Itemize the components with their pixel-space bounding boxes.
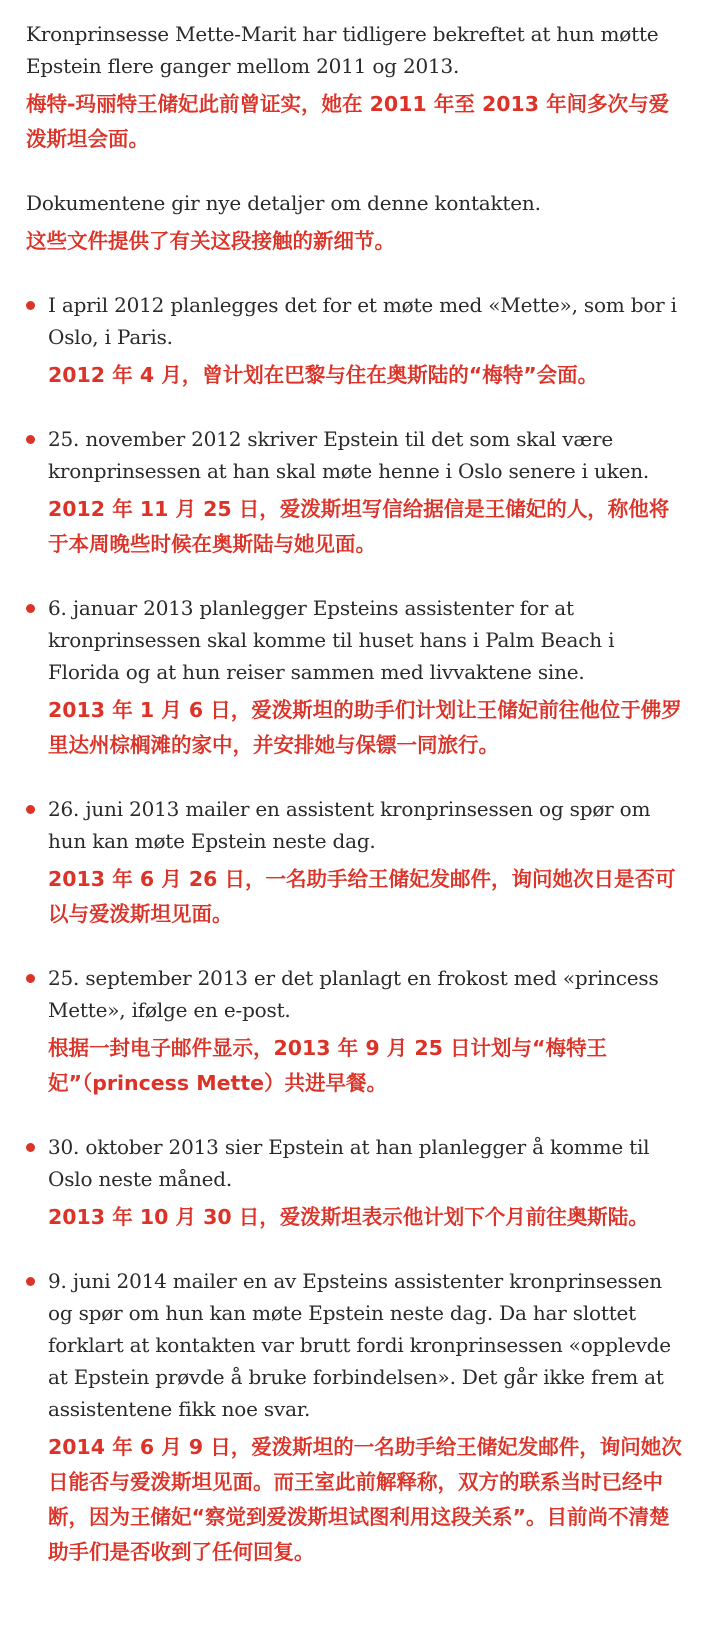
- bullet-dot-icon: [26, 301, 35, 310]
- list-item: [26, 962, 684, 1101]
- bottom-fade-overlay: [0, 1598, 714, 1638]
- chinese-translation: 这些文件提供了有关这段接触的新细节。: [26, 229, 395, 253]
- chinese-translation: 根据一封电子邮件显示，2013 年 9 月 25 日计划与“梅特王妃”（princess Mette）共进早餐。: [48, 1036, 608, 1095]
- norwegian-text: 30. oktober 2013 sier Epstein at han planlegger å komme til Oslo neste måned.: [48, 1135, 650, 1191]
- list-item: [26, 423, 684, 562]
- bullet-dot-icon: [26, 1143, 35, 1152]
- bullet-dot-icon: [26, 805, 35, 814]
- intro-paragraph-2: [26, 187, 684, 259]
- list-item: [26, 1131, 684, 1235]
- chinese-translation: 2012 年 11 月 25 日，爱泼斯坦写信给据信是王储妃的人，称他将于本周晚些时候在奥斯陆与她见面。: [48, 497, 670, 556]
- list-item: [26, 592, 684, 763]
- chinese-translation: 2012 年 4 月，曾计划在巴黎与住在奥斯陆的“梅特”会面。: [48, 363, 599, 387]
- list-item: [26, 793, 684, 932]
- norwegian-text: 25. september 2013 er det planlagt en frokost med «princess Mette», ifølge en e-post.: [48, 966, 659, 1022]
- norwegian-text: 25. november 2012 skriver Epstein til det som skal være kronprinsessen at han skal møte henne i Oslo senere i uken.: [48, 427, 650, 483]
- norwegian-text: 26. juni 2013 mailer en assistent kronprinsessen og spør om hun kan møte Epstein neste dag.: [48, 797, 651, 853]
- bullet-dot-icon: [26, 604, 35, 613]
- chinese-translation: 2013 年 1 月 6 日，爱泼斯坦的助手们计划让王储妃前往他位于佛罗里达州棕榈滩的家中，并安排她与保镖一同旅行。: [48, 698, 682, 757]
- intro-paragraph-1: [26, 18, 684, 157]
- norwegian-text: Kronprinsesse Mette-Marit har tidligere bekreftet at hun møtte Epstein flere ganger mellom 2011 og 2013.: [26, 22, 659, 78]
- bullet-dot-icon: [26, 1277, 35, 1286]
- chinese-translation: 2014 年 6 月 9 日，爱泼斯坦的一名助手给王储妃发邮件，询问她次日能否与爱泼斯坦见面。而王室此前解释称，双方的联系当时已经中断，因为王储妃“察觉到爱泼斯坦试图利用这段关系”。目前尚不清楚助手们是否收到了任何回复。: [48, 1435, 682, 1564]
- bullet-dot-icon: [26, 974, 35, 983]
- chinese-translation: 2013 年 10 月 30 日，爱泼斯坦表示他计划下个月前往奥斯陆。: [48, 1205, 649, 1229]
- norwegian-text: Dokumentene gir nye detaljer om denne kontakten.: [26, 191, 541, 215]
- bullet-dot-icon: [26, 435, 35, 444]
- timeline-list: [26, 289, 684, 1570]
- chinese-translation: 2013 年 6 月 26 日，一名助手给王储妃发邮件，询问她次日是否可以与爱泼斯坦见面。: [48, 867, 676, 926]
- chinese-translation: 梅特-玛丽特王储妃此前曾证实，她在 2011 年至 2013 年间多次与爱泼斯坦会面。: [26, 92, 670, 151]
- norwegian-text: 9. juni 2014 mailer en av Epsteins assistenter kronprinsessen og spør om hun kan møte Epstein neste dag. Da har slottet forklart at kontakten var brutt fordi kronprinsessen «opplevde at Epstein prøvde å bruke forbindelsen». Det går ikke frem at assistentene fikk noe svar.: [48, 1269, 671, 1421]
- norwegian-text: 6. januar 2013 planlegger Epsteins assistenter for at kronprinsessen skal komme til huset hans i Palm Beach i Florida og at hun reiser sammen med livvaktene sine.: [48, 596, 615, 684]
- norwegian-text: I april 2012 planlegges det for et møte med «Mette», som bor i Oslo, i Paris.: [48, 293, 677, 349]
- list-item: [26, 1265, 684, 1570]
- list-item: [26, 289, 684, 393]
